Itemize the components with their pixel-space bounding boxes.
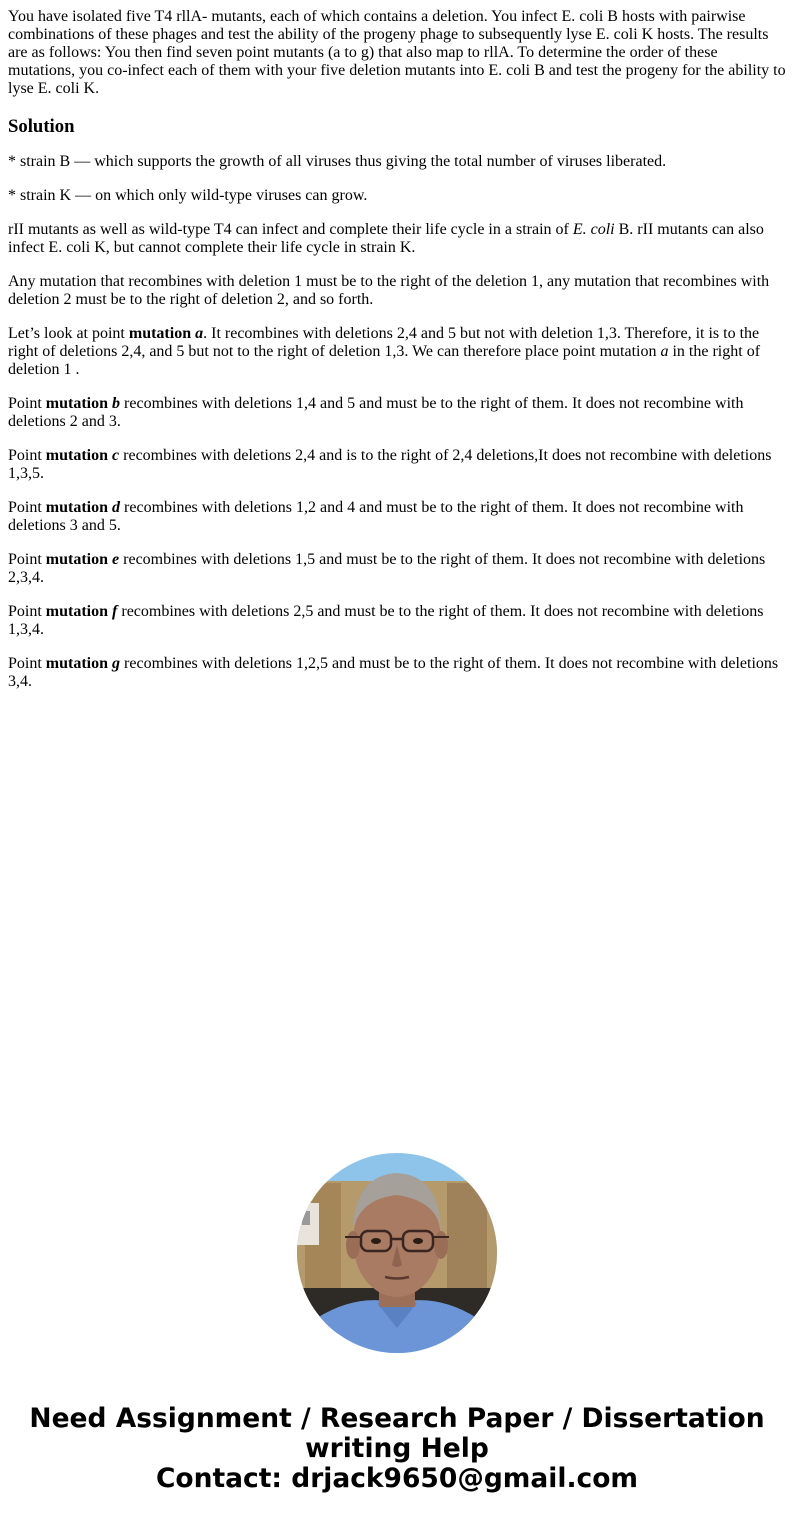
mutation-b-paragraph [8, 395, 788, 431]
mutation-letter: d [112, 499, 121, 516]
strain-k-text: * strain K — on which only wild-type viruses can grow. [8, 187, 368, 204]
mutation-f-label [46, 603, 118, 620]
mutation-prefix: Point [8, 603, 46, 620]
rii-text-before: rII mutants as well as wild-type T4 can infect and complete their life cycle in a strain of [8, 221, 573, 238]
ecoli-italic: E. coli [572, 221, 615, 238]
document-content [8, 8, 788, 707]
mutation-letter: e [112, 551, 120, 568]
banner-line-1: Need Assignment / Research Paper / Dissertation [29, 1403, 765, 1434]
mutation-letter: g [112, 655, 121, 672]
mutation-prefix: Point [8, 395, 46, 412]
mutation-body: recombines with deletions 1,5 and must be to the right of them. It does not recombine with deletions 2,3,4. [8, 551, 766, 586]
mutation-e-label [46, 551, 119, 568]
mutation-d-paragraph [8, 499, 788, 535]
mutation-d-label [46, 499, 120, 516]
mutation-prefix: Point [8, 499, 46, 516]
mutation-b-label [46, 395, 120, 412]
mutation-letter: a [195, 325, 204, 342]
mutation-word: mutation [128, 325, 196, 342]
mutation-prefix: Point [8, 551, 46, 568]
contact-banner [0, 1404, 794, 1494]
mutation-word: mutation [45, 551, 113, 568]
mutation-a-body: . It recombines with deletions 2,4 and 5 but not with deletion 1,3. Therefore, it is to the right of deletions 2,4, and 5 but not to the right of deletion 1,3. We can therefore place point mutation [8, 325, 760, 360]
mutation-prefix: Point [8, 447, 46, 464]
person-photo-icon [297, 1153, 497, 1353]
mutation-a-suffix: in the right of deletion 1 . [8, 343, 761, 378]
mutation-letter: c [112, 447, 120, 464]
rii-text-after: B. rII mutants can also infect E. coli K, but cannot complete their life cycle in strain K. [8, 221, 764, 256]
mutation-a-prefix: Let’s look at point [8, 325, 129, 342]
mutation-letter: f [112, 603, 118, 620]
question-text: You have isolated five T4 rllA- mutants, each of which contains a deletion. You infect E. coli B hosts with pairwise combinations of these phages and test the ability of the progeny phage to subsequently lyse E. coli K hosts. The results are as follows: You then find seven point mutants (a to g) that also map to rllA. To determine the order of these mutations, you co-infect each of them with your five deletion mutants into E. coli B and test the progeny for the ability to lyse E. coli K. [8, 8, 786, 97]
banner-line-2: writing Help [305, 1433, 489, 1464]
mutation-prefix: Point [8, 655, 46, 672]
avatar [297, 1153, 497, 1353]
mutation-c-label [46, 447, 119, 464]
mutation-g-label [46, 655, 120, 672]
mutation-word: mutation [45, 603, 113, 620]
mutation-word: mutation [45, 395, 113, 412]
mutation-a-paragraph [8, 325, 788, 379]
mutation-a-label [129, 325, 203, 342]
mutation-body: recombines with deletions 1,4 and 5 and must be to the right of them. It does not recombine with deletions 2 and 3. [8, 395, 744, 430]
mutation-e-paragraph [8, 551, 788, 587]
mutation-c-paragraph [8, 447, 788, 483]
mutation-letter-inline: a [660, 343, 669, 360]
mutation-f-paragraph [8, 603, 788, 639]
solution-heading: Solution [8, 116, 75, 137]
mutation-word: mutation [45, 499, 113, 516]
mutation-letter: b [112, 395, 121, 412]
rule-paragraph: Any mutation that recombines with deletion 1 must be to the right of the deletion 1, any mutation that recombines with deletion 2 must be to the right of deletion 2, and so forth. [8, 273, 770, 308]
mutation-word: mutation [45, 447, 113, 464]
banner-contact-email: Contact: drjack9650@gmail.com [155, 1463, 639, 1494]
rii-paragraph [8, 221, 788, 257]
mutation-body: recombines with deletions 1,2,5 and must be to the right of them. It does not recombine with deletions 3,4. [8, 655, 779, 690]
strain-b-text: * strain B — which supports the growth of all viruses thus giving the total number of viruses liberated. [8, 153, 667, 170]
mutation-word: mutation [45, 655, 113, 672]
mutation-body: recombines with deletions 1,2 and 4 and must be to the right of them. It does not recombine with deletions 3 and 5. [8, 499, 744, 534]
mutation-body: recombines with deletions 2,4 and is to the right of 2,4 deletions,It does not recombine with deletions 1,3,5. [8, 447, 772, 482]
mutation-body: recombines with deletions 2,5 and must be to the right of them. It does not recombine with deletions 1,3,4. [8, 603, 764, 638]
mutation-g-paragraph [8, 655, 788, 691]
